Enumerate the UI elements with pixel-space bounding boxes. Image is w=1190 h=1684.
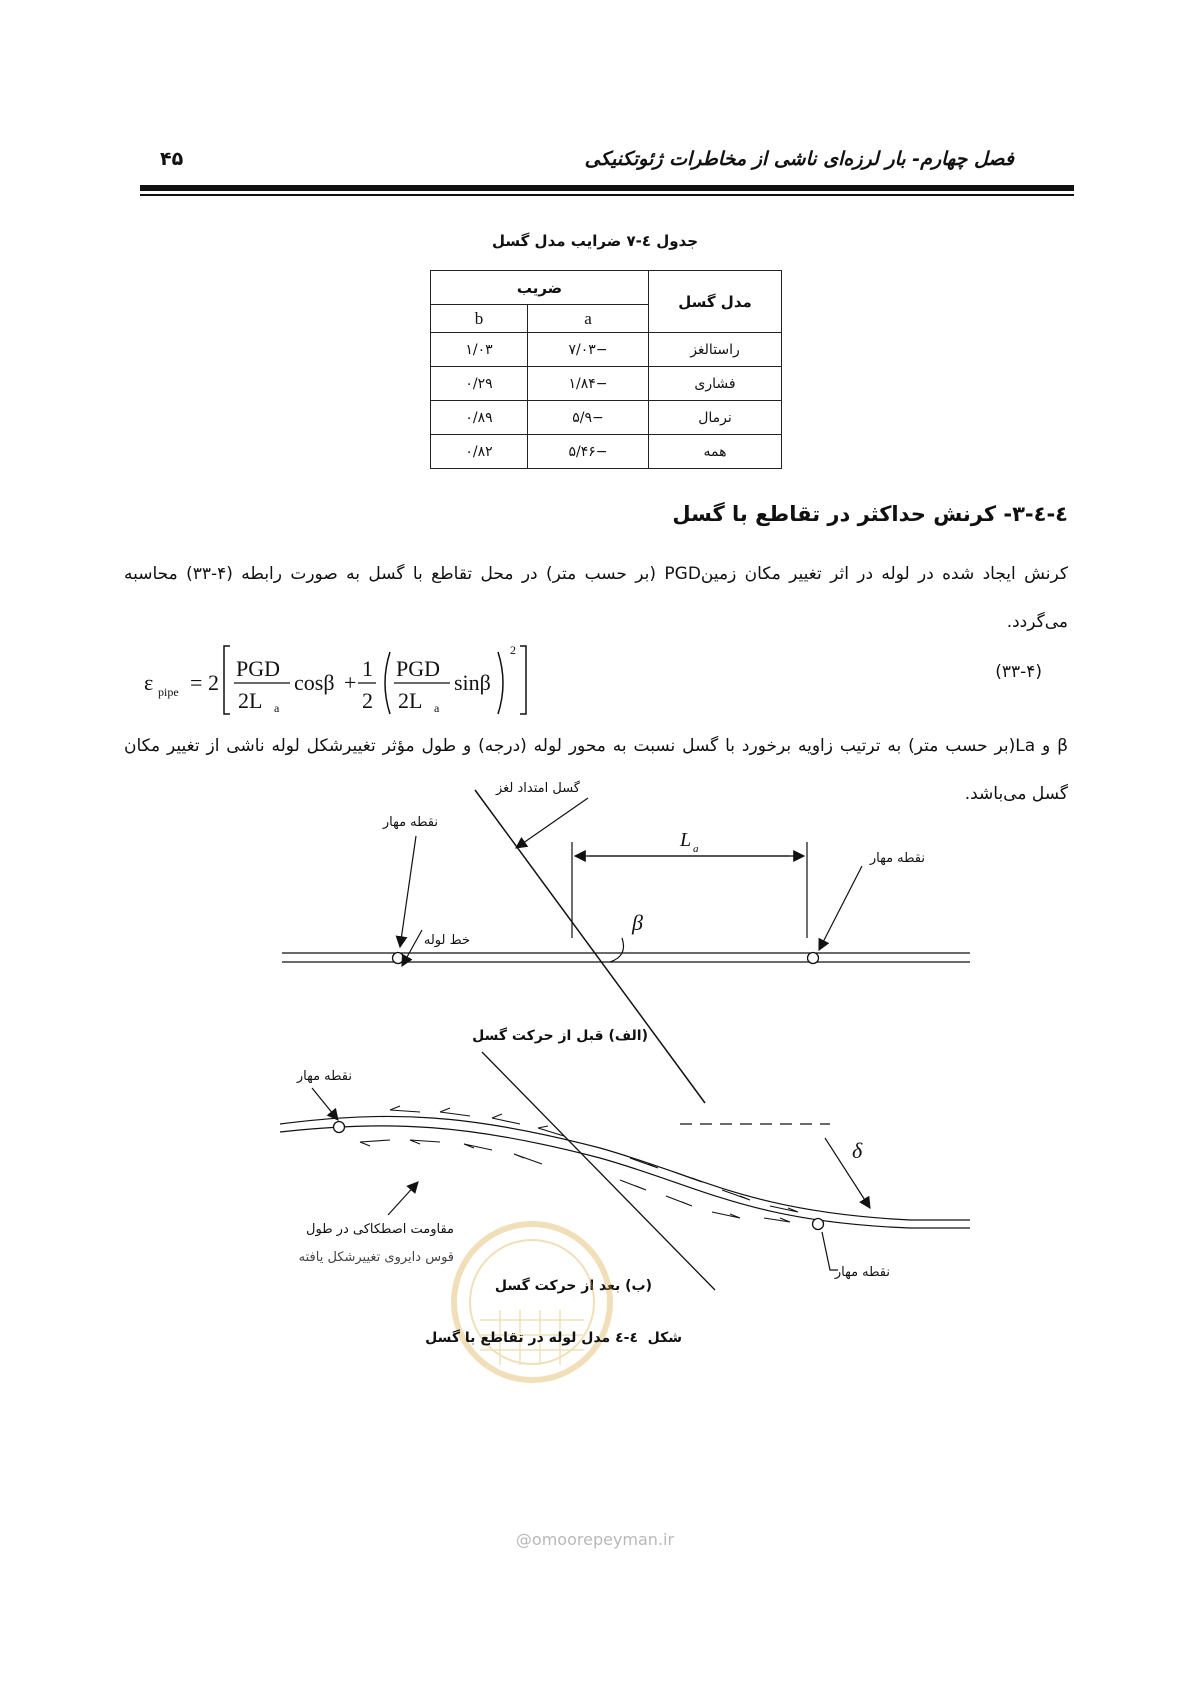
anchor-left-arrow-after	[312, 1088, 338, 1120]
eq-sin: sinβ	[454, 670, 491, 695]
displaced-fault-line	[482, 1052, 715, 1290]
eq-left-paren	[385, 652, 390, 714]
cell-b: ۰/۸۲	[431, 435, 528, 469]
eq-plus: +	[344, 670, 357, 695]
cell-a: −۵/۴۶	[528, 435, 649, 469]
eq-two: 2	[362, 688, 373, 713]
anchor-left-arrow	[400, 836, 416, 947]
chapter-title: فصل چهارم- بار لرزه‌ای ناشی از مخاطرات ژئوتکنیکی	[584, 148, 1014, 170]
friction-label-arrow	[388, 1182, 418, 1215]
figure-caption-text: ٤-٤ مدل لوله در تقاطع با گسل	[425, 1330, 638, 1346]
pipe-label: خط لوله	[423, 933, 470, 948]
anchor-left-label: نقطه مهار	[382, 815, 438, 830]
header-rule-thick	[140, 185, 1074, 191]
caption-after: (ب) بعد از حرکت گسل	[494, 1278, 652, 1294]
table-row	[431, 333, 782, 367]
cell-b: ۰/۲۹	[431, 367, 528, 401]
eq-pgd-1: PGD	[236, 656, 281, 681]
anchor-right-label: نقطه مهار	[869, 851, 925, 866]
eq-equals: =	[190, 670, 203, 695]
beta-arc	[610, 938, 624, 962]
paragraph-strain-intro: کرنش ایجاد شده در لوله در اثر تغییر مکان زمینPGD (بر حسب متر) در محل تقاطع با گسل به صورت رابطه (۴-۳۳) محاسبه می‌گردد.	[124, 564, 1068, 632]
anchor-right-arrow	[819, 866, 862, 950]
anchor-point-right	[808, 953, 819, 964]
anchor-point-left	[393, 953, 404, 964]
cell-b: ۰/۸۹	[431, 401, 528, 435]
la-label: L	[680, 829, 692, 851]
cell-model: فشاری	[649, 367, 782, 401]
equation-number: (۳۳-۴)	[995, 662, 1042, 682]
caption-before: (الف) قبل از حرکت گسل	[472, 1028, 648, 1044]
fault-label: گسل امتداد لغز	[495, 781, 580, 796]
eq-right-paren	[498, 652, 503, 714]
cell-b: ۱/۰۳	[431, 333, 528, 367]
pipe-label-arrow	[402, 930, 422, 966]
header-rule-thin	[140, 194, 1074, 196]
cell-a: −۷/۰۳	[528, 333, 649, 367]
anchor-point-left-after	[334, 1122, 345, 1133]
paragraph-variables: β و La(بر حسب متر) به ترتیب زاویه برخورد با گسل نسبت به محور لوله (درجه) و طول مؤثر تغییرشکل لوله ناشی از تغییر مکان گسل می‌باشد.	[124, 736, 1068, 804]
section-heading: ٤-٤-۳- کرنش حداکثر در تقاطع با گسل	[672, 502, 1068, 526]
eq-la-sub-2: a	[434, 701, 440, 715]
cell-a: −۵/۹	[528, 401, 649, 435]
anchor-left-label-after: نقطه مهار	[296, 1069, 352, 1084]
eq-one: 1	[362, 656, 373, 681]
strain-equation	[140, 640, 540, 720]
watermark-logo	[454, 1224, 610, 1380]
fault-line	[475, 790, 705, 1103]
delta-label: δ	[852, 1138, 863, 1163]
coefficients-table	[430, 270, 782, 469]
header-fault-model: مدل گسل	[649, 271, 782, 333]
eq-exponent: 2	[510, 643, 516, 657]
eq-pgd-2: PGD	[396, 656, 441, 681]
header-coefficient: ضریب	[431, 271, 649, 305]
fault-pipe-figure	[270, 781, 990, 1440]
friction-arrows	[360, 1106, 798, 1222]
header-a: a	[528, 305, 649, 333]
eq-2la-2: 2L	[398, 688, 423, 713]
watermark-url: @omoorepeyman.ir	[515, 1530, 675, 1549]
eq-left-bracket	[224, 646, 230, 714]
eq-coef: 2	[208, 670, 219, 695]
cell-model: راستالغز	[649, 333, 782, 367]
friction-label-line2: قوس دایروی تغییرشکل یافته	[298, 1250, 454, 1265]
table-row	[431, 367, 782, 401]
page-number: ۴۵	[160, 148, 184, 170]
header-b: b	[431, 305, 528, 333]
anchor-point-right-after	[813, 1219, 824, 1230]
cell-model: نرمال	[649, 401, 782, 435]
la-label-sub: a	[693, 843, 699, 855]
beta-label: β	[632, 910, 643, 935]
friction-label-line1: مقاومت اصطکاکی در طول	[306, 1222, 454, 1237]
anchor-right-label-after: نقطه مهار	[834, 1265, 890, 1280]
eq-epsilon: ε	[144, 670, 154, 695]
figure-caption-label: شکل	[647, 1330, 682, 1346]
table-caption: جدول ٤-۷ ضرایب مدل گسل	[491, 232, 699, 250]
table-row	[431, 401, 782, 435]
eq-2la-1: 2L	[238, 688, 263, 713]
cell-a: −۱/۸۴	[528, 367, 649, 401]
cell-model: همه	[649, 435, 782, 469]
eq-la-sub-1: a	[274, 701, 280, 715]
delta-arrow	[825, 1138, 870, 1208]
eq-cos: cosβ	[294, 670, 335, 695]
eq-epsilon-sub: pipe	[158, 685, 179, 699]
table-row	[431, 435, 782, 469]
eq-right-bracket	[520, 646, 526, 714]
